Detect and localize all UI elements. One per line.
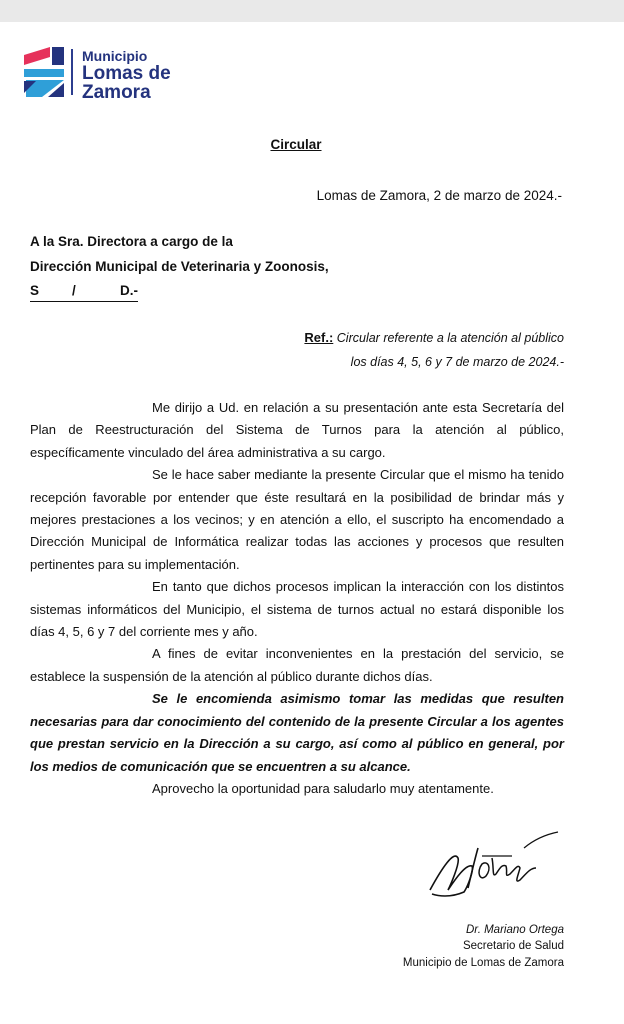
signer-role: Secretario de Salud (462, 940, 564, 952)
closing-paragraph: Aprovecho la oportunidad para saludarlo muy atentamente. (152, 780, 494, 796)
reference-label: Ref.: (304, 330, 334, 345)
reference-line-2: los días 4, 5, 6 y 7 de marzo de 2024.- (350, 355, 564, 369)
signer-name: Dr. Mariano Ortega (466, 924, 564, 936)
logo-line-3: Zamora (82, 82, 151, 103)
logo-line-2: Lomas de (82, 63, 171, 84)
lomas-de-zamora-mark-icon (24, 47, 64, 97)
paragraph-2: Se le hace saber mediante la presente Circular que el mismo ha tenido recepción favorable por entender que éste resultará en la posibilidad de brindar más y mejores prestaciones a los vecinos; y en atención a ello, el suscripto ha encomendado a Dirección Municipal de Informática realizar todas las acciones y procesos que resulten pertinentes para su implementación. (30, 467, 564, 572)
logo-line-1: Municipio (82, 48, 148, 64)
logo-wordmark (82, 49, 171, 102)
document-body (30, 397, 564, 800)
document-date: Lomas de Zamora, 2 de marzo de 2024.- (316, 188, 562, 203)
logo-divider (71, 49, 73, 95)
reference-line-1 (304, 330, 564, 345)
addressee-sd (30, 283, 138, 302)
paragraph-3: En tanto que dichos procesos implican la interacción con los distintos sistemas informáticos del Municipio, el sistema de turnos actual no estará disponible los días 4, 5, 6 y 7 del corriente mes y año. (30, 579, 564, 640)
document-title: Circular (270, 137, 322, 152)
handwritten-signature (420, 828, 565, 908)
paragraph-1: Me dirijo a Ud. en relación a su presentación ante esta Secretaría del Plan de Reestructuración del Sistema de Turnos para la atención al público, específicamente vinculado del área administrativa a su cargo. (30, 400, 564, 460)
top-bar (0, 0, 624, 22)
addressee-line-2: Dirección Municipal de Veterinaria y Zoonosis, (30, 259, 329, 274)
sd-d: D.- (120, 283, 138, 298)
reference-text-1: Circular referente a la atención al público (336, 331, 564, 345)
municipio-logo (24, 45, 204, 101)
paragraph-4: A fines de evitar inconvenientes en la prestación del servicio, se establece la suspensión de la atención al público durante dichos días. (30, 646, 564, 684)
signer-org: Municipio de Lomas de Zamora (402, 957, 564, 969)
addressee-line-1: A la Sra. Directora a cargo de la (30, 234, 233, 249)
sd-s: S (30, 283, 40, 298)
emphasis-paragraph: Se le encomienda asimismo tomar las medidas que resulten necesarias para dar conocimiento del contenido de la presente Circular a los agentes que prestan servicio en la Dirección a su cargo, así como al público en general, por los medios de comunicación que se encuentren a su alcance. (30, 691, 564, 774)
sd-slash: / (72, 283, 76, 298)
